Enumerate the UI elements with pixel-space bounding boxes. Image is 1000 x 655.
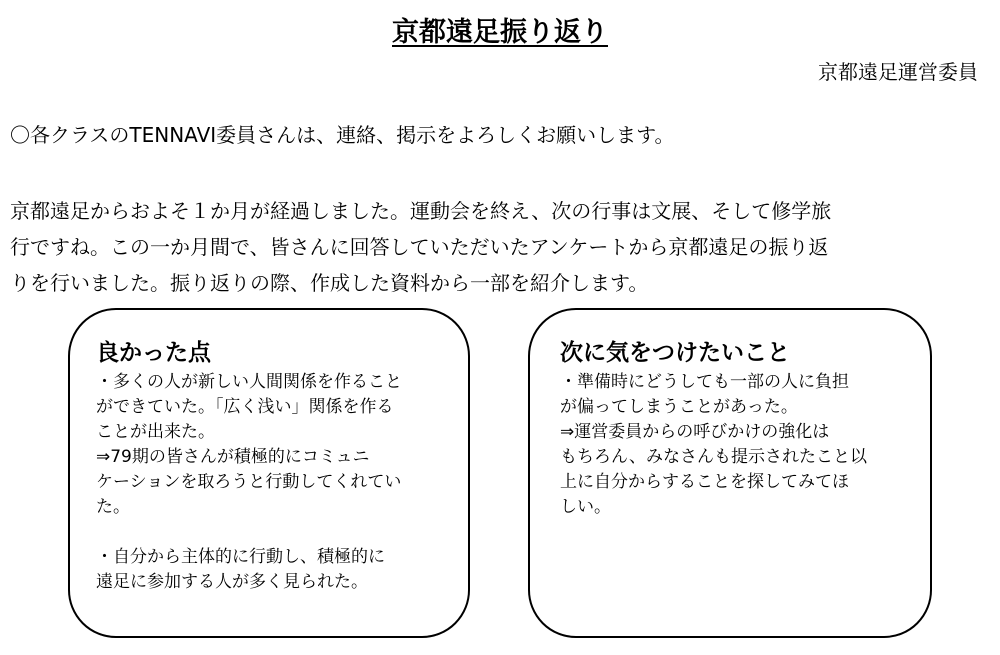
improvements-line: ⇒運営委員からの呼びかけの強化は	[560, 422, 830, 442]
improvements-line: ・準備時にどうしても一部の人に負担	[560, 372, 849, 392]
improvements-heading: 次に気をつけたいこと	[560, 340, 790, 366]
improvements-line: が偏ってしまうことがあった。	[560, 397, 798, 417]
intro-line: 京都遠足からおよそ１か月が経過しました。運動会を終え、次の行事は文展、そして修学旅	[10, 199, 832, 223]
intro-line: りを行いました。振り返りの際、作成した資料から一部を紹介します。	[10, 271, 649, 295]
good-points-box	[68, 308, 470, 638]
author-committee: 京都遠足運営委員	[818, 60, 978, 84]
page-title: 京都遠足振り返り	[392, 17, 608, 48]
good-points-line: ・多くの人が新しい人間関係を作ること	[96, 372, 402, 392]
improvements-line: もちろん、みなさんも提示されたこと以	[560, 447, 868, 467]
improvements-line: 上に自分からすることを探してみてほ	[560, 472, 849, 492]
intro-paragraph	[10, 193, 980, 301]
improvements-line: しい。	[560, 497, 611, 517]
paragraph-gap	[96, 520, 468, 545]
notice-text: 〇各クラスのTENNAVI委員さんは、連絡、掲示をよろしくお願いします。	[10, 123, 675, 147]
good-points-line: ことが出来た。	[96, 422, 215, 442]
good-points-line: ・自分から主体的に行動し、積極的に	[96, 547, 385, 567]
good-points-line: た。	[96, 497, 130, 517]
good-points-line: ケーションを取ろうと行動してくれてい	[96, 472, 402, 492]
good-points-line: ができていた。「広く浅い」関係を作る	[96, 397, 394, 417]
good-points-heading: 良かった点	[96, 340, 211, 366]
intro-line: 行ですね。この一か月間で、皆さんに回答していただいたアンケートから京都遠足の振り返	[10, 235, 829, 259]
improvements-box	[528, 308, 932, 638]
good-points-line: 遠足に参加する人が多く見られた。	[96, 572, 368, 592]
good-points-line: ⇒79期の皆さんが積極的にコミュニ	[96, 447, 370, 467]
